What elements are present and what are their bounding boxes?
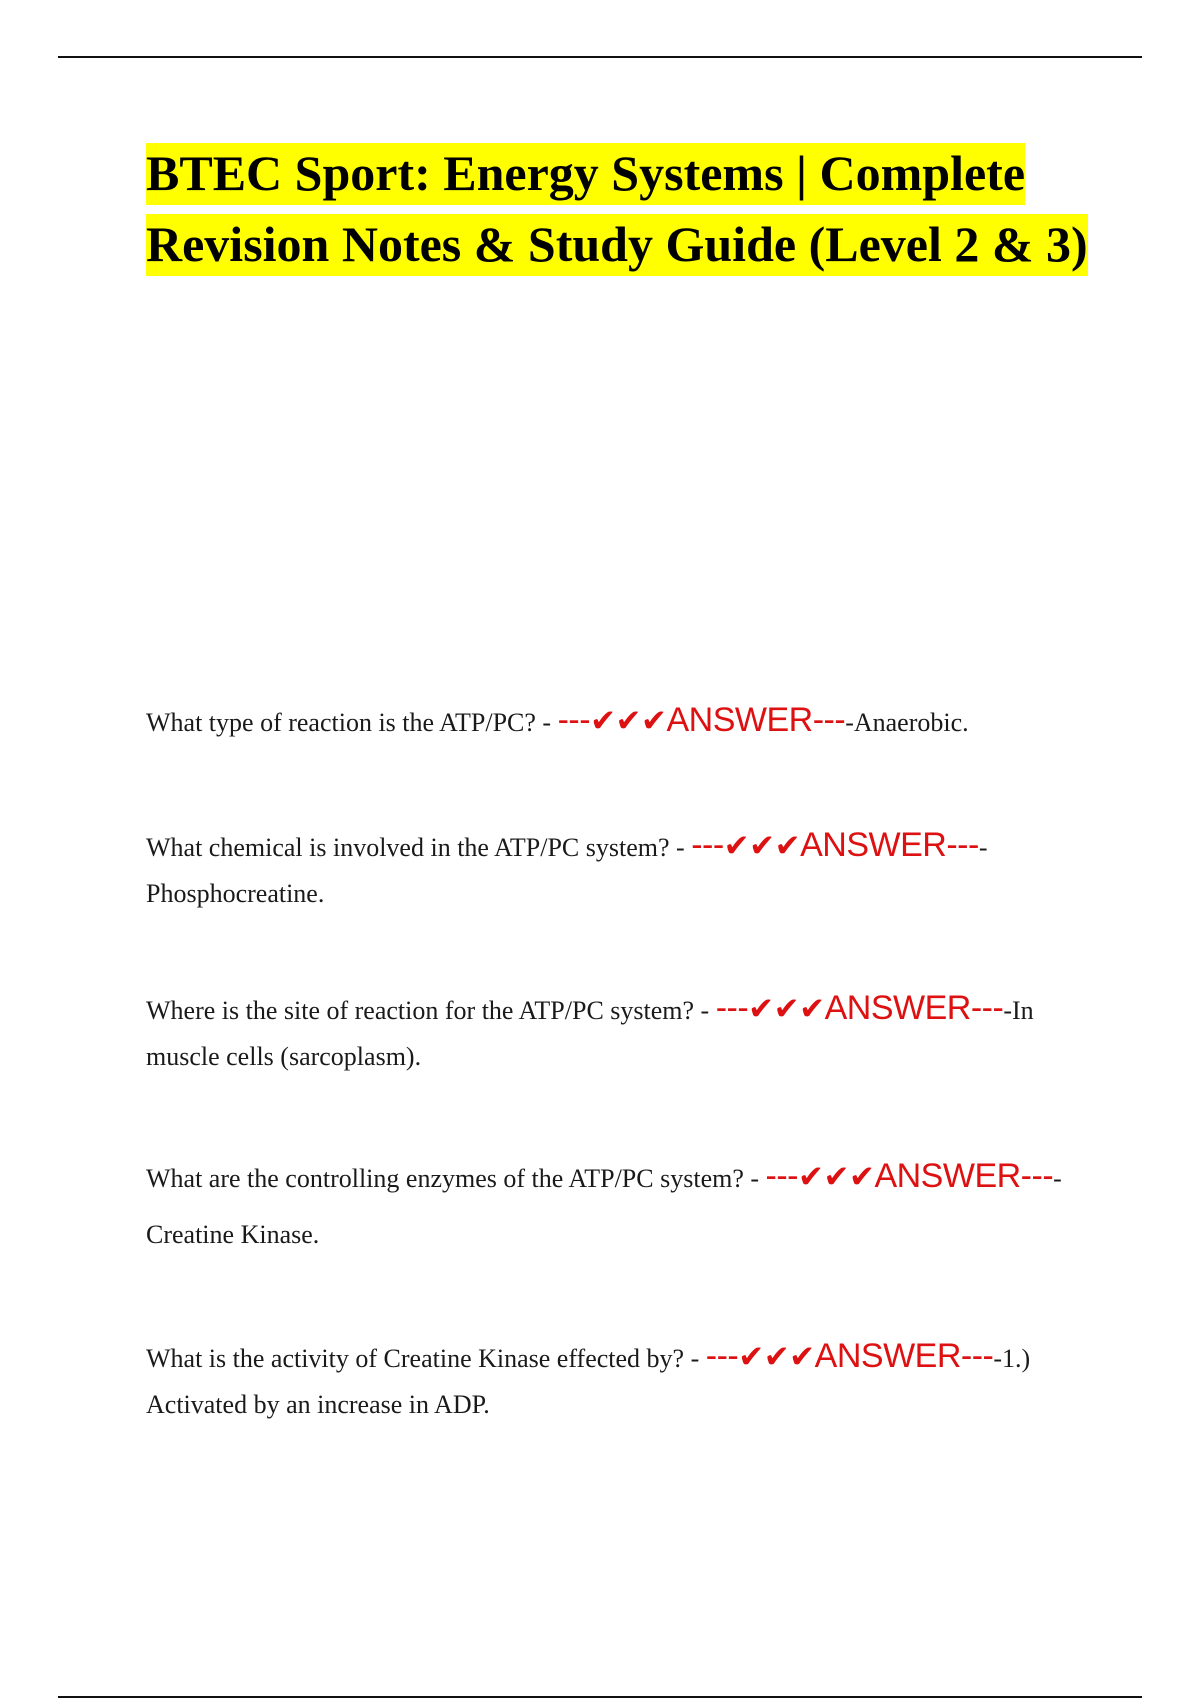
answer-label: ANSWER — [666, 701, 813, 739]
checkmark-icon: ✔✔✔ — [738, 1339, 815, 1375]
footer-rule — [58, 1696, 1142, 1698]
answer-text: -Creatine Kinase. — [146, 1164, 1062, 1249]
marker-dashes: --- — [812, 701, 846, 739]
checkmark-icon: ✔✔✔ — [723, 828, 801, 864]
question-text: Where is the site of reaction for the ATP/PC system? - — [146, 996, 716, 1025]
marker-dashes: --- — [691, 826, 724, 864]
marker-dashes: --- — [946, 826, 979, 864]
qa-item — [146, 822, 1086, 917]
qa-item — [146, 1333, 1086, 1428]
qa-item — [146, 1148, 1086, 1263]
header-rule — [58, 56, 1142, 58]
marker-dashes: --- — [960, 1337, 994, 1375]
marker-dashes: --- — [970, 989, 1004, 1027]
answer-marker — [691, 826, 979, 864]
qa-item — [146, 697, 1086, 746]
checkmark-icon: ✔✔✔ — [748, 991, 825, 1027]
marker-dashes: --- — [705, 1337, 739, 1375]
answer-text: -In muscle cells (sarcoplasm). — [146, 996, 1034, 1071]
document-title — [146, 138, 1096, 280]
answer-marker — [766, 1157, 1054, 1195]
answer-text: -1.) Activated by an increase in ADP. — [146, 1344, 1031, 1419]
answer-text: -Phosphocreatine. — [146, 833, 988, 908]
title-highlight: BTEC Sport: Energy Systems | Complete Revision Notes & Study Guide (Level 2 & 3) — [146, 143, 1088, 276]
marker-dashes: --- — [715, 989, 749, 1027]
marker-dashes: --- — [557, 701, 591, 739]
answer-marker — [558, 701, 846, 739]
answer-label: ANSWER — [824, 989, 971, 1027]
qa-item — [146, 985, 1086, 1080]
checkmark-icon: ✔✔✔ — [798, 1159, 875, 1195]
answer-marker — [716, 989, 1004, 1027]
checkmark-icon: ✔✔✔ — [590, 703, 667, 739]
marker-dashes: --- — [765, 1157, 798, 1195]
answer-marker — [706, 1337, 994, 1375]
answer-label: ANSWER — [874, 1157, 1021, 1195]
answer-label: ANSWER — [800, 826, 947, 864]
answer-label: ANSWER — [814, 1337, 961, 1375]
marker-dashes: --- — [1020, 1157, 1054, 1195]
question-text: What type of reaction is the ATP/PC? - — [146, 708, 558, 737]
question-text: What chemical is involved in the ATP/PC system? - — [146, 833, 692, 862]
question-text: What are the controlling enzymes of the ATP/PC system? - — [146, 1164, 766, 1193]
question-text: What is the activity of Creatine Kinase effected by? - — [146, 1344, 706, 1373]
answer-text: -Anaerobic. — [845, 708, 969, 737]
